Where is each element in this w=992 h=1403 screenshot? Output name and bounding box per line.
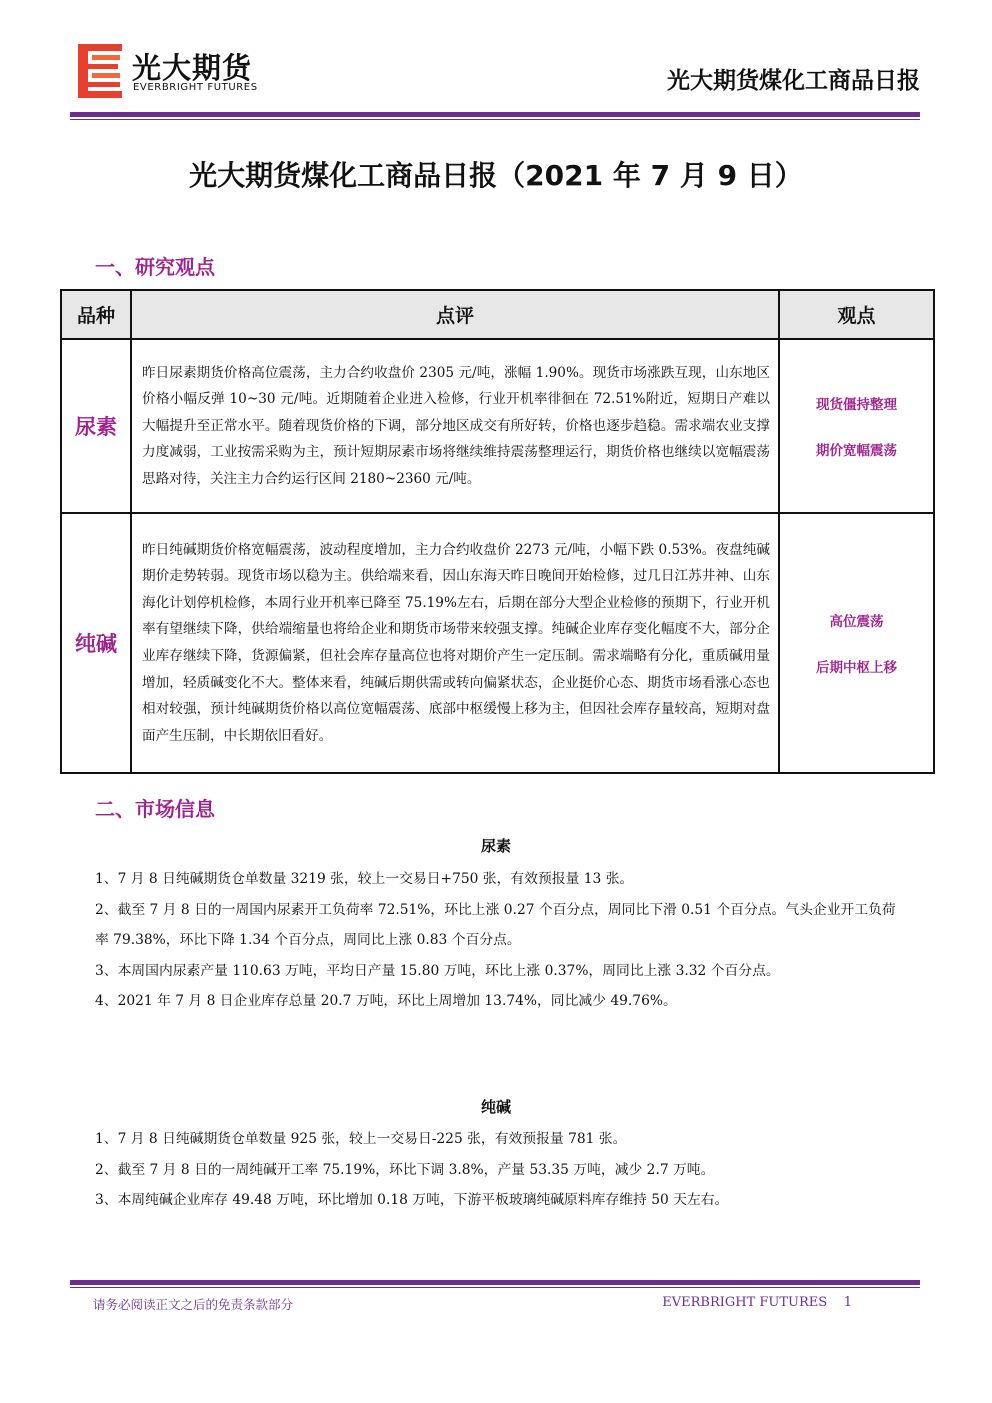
table-row-urea [61,339,934,513]
report-title: 光大期货煤化工商品日报（2021 年 7 月 9 日） [189,159,803,192]
variety-cell: 纯碱 [61,513,131,773]
logo-english-name: EVERBRIGHT FUTURES [133,82,258,93]
footer-disclaimer: 请务必阅读正文之后的免责条款部分 [93,1297,294,1312]
list-item: 2、截至 7 月 8 日的一周纯碱开工率 75.19%，环比下调 3.8%，产量 53.35 万吨，减少 2.7 万吨。 [95,1161,715,1178]
header-divider [70,112,920,117]
opinion-line: 现货僵持整理 [816,397,897,413]
opinion-cell [779,339,934,513]
list-item: 3、本周纯碱企业库存 49.48 万吨，环比增加 0.18 万吨，下游平板玻璃纯碱原料库存维持 50 天左右。 [95,1192,729,1208]
column-header-comment: 点评 [131,290,779,339]
opinion-cell [779,513,934,773]
list-item: 2、截至 7 月 8 日的一周国内尿素开工负荷率 72.51%，环比上涨 0.27 个百分点，周同比下滑 0.51 个百分点。气头企业开工负荷率 79.38%，环比下降 1.34 个百分点，周同比上涨 0.83 个百分点。 [95,901,896,948]
list-item: 1、7 月 8 日纯碱期货仓单数量 3219 张，较上一交易日+750 张，有效预报量 13 张。 [95,871,634,887]
opinion-line: 高位震荡 [829,614,884,630]
page-number: 1 [843,1295,852,1310]
comment-cell: 昨日纯碱期货价格宽幅震荡，波动程度增加，主力合约收盘价 2273 元/吨，小幅下跌 0.53%。夜盘纯碱期价走势转弱。现货市场以稳为主。供给端来看，因山东海天昨日晚间开始检修，过几日江苏井神、山东海化计划停机检修，本周行业开机率已降至 75.19%左右，后期在部分大型企业检修的预期下，行业开机率有望继续下降，供给端缩量也将给企业和期货市场带来较强支撑。纯碱企业库存变化幅度不大，部分企业库存继续下降，货源偏紧，但社会库存量高位也将对期价产生一定压制。需求端略有分化，重质碱用量增加，轻质碱变化不大。整体来看，纯碱后期供需或转向偏紧状态，企业挺价心态、期货市场看涨心态也相对较强，预计纯碱期货价格以高位宽幅震荡、底部中枢缓慢上移为主，但因社会库存量较高，短期对盘面产生压制，中长期依旧看好。 [131,513,779,773]
table-row-soda-ash [61,513,934,773]
company-logo [78,44,288,100]
list-item: 3、本周国内尿素产量 110.63 万吨，平均日产量 15.80 万吨，环比上涨 0.37%，周同比上涨 3.32 个百分点。 [95,962,780,979]
footer-divider-thin [70,1287,920,1288]
opinion-line: 期价宽幅震荡 [816,443,897,459]
urea-info-list [95,864,905,1017]
header-title: 光大期货煤化工商品日报 [667,68,920,94]
everbright-logo-icon [78,44,124,98]
footer-brand: EVERBRIGHT FUTURES [662,1295,828,1310]
column-header-opinion: 观点 [779,290,934,339]
table-header-row [61,290,934,339]
soda-ash-info-list [95,1124,905,1216]
list-item: 1、7 月 8 日纯碱期货仓单数量 925 张，较上一交易日-225 张，有效预报量 781 张。 [95,1131,627,1147]
section-heading-research: 一、研究观点 [95,255,215,279]
column-header-variety: 品种 [61,290,131,339]
section-heading-market-info: 二、市场信息 [95,797,215,821]
footer-brand-page [662,1295,852,1310]
list-item: 4、2021 年 7 月 8 日企业库存总量 20.7 万吨，环比上周增加 13.74%，同比减少 49.76%。 [95,993,677,1009]
subheading-urea: 尿素 [480,837,511,855]
research-view-table [60,289,935,774]
footer-divider [70,1280,920,1285]
subheading-soda-ash: 纯碱 [480,1098,511,1116]
variety-cell: 尿素 [61,339,131,513]
opinion-line: 后期中枢上移 [816,660,897,676]
logo-chinese-name: 光大期货 [132,51,253,85]
header-divider-thin [70,119,920,120]
comment-cell: 昨日尿素期货价格高位震荡，主力合约收盘价 2305 元/吨，涨幅 1.90%。现货市场涨跌互现，山东地区价格小幅反弹 10~30 元/吨。近期随着企业进入检修，行业开机率徘徊在 72.51%附近，短期日产难以大幅提升至正常水平。随着现货价格的下调，部分地区成交有所好转，价格也逐步趋稳。需求端农业支撑力度减弱，工业按需采购为主，预计短期尿素市场将继续维持震荡整理运行，期货价格也继续以宽幅震荡思路对待，关注主力合约运行区间 2180~2360 元/吨。 [131,339,779,513]
